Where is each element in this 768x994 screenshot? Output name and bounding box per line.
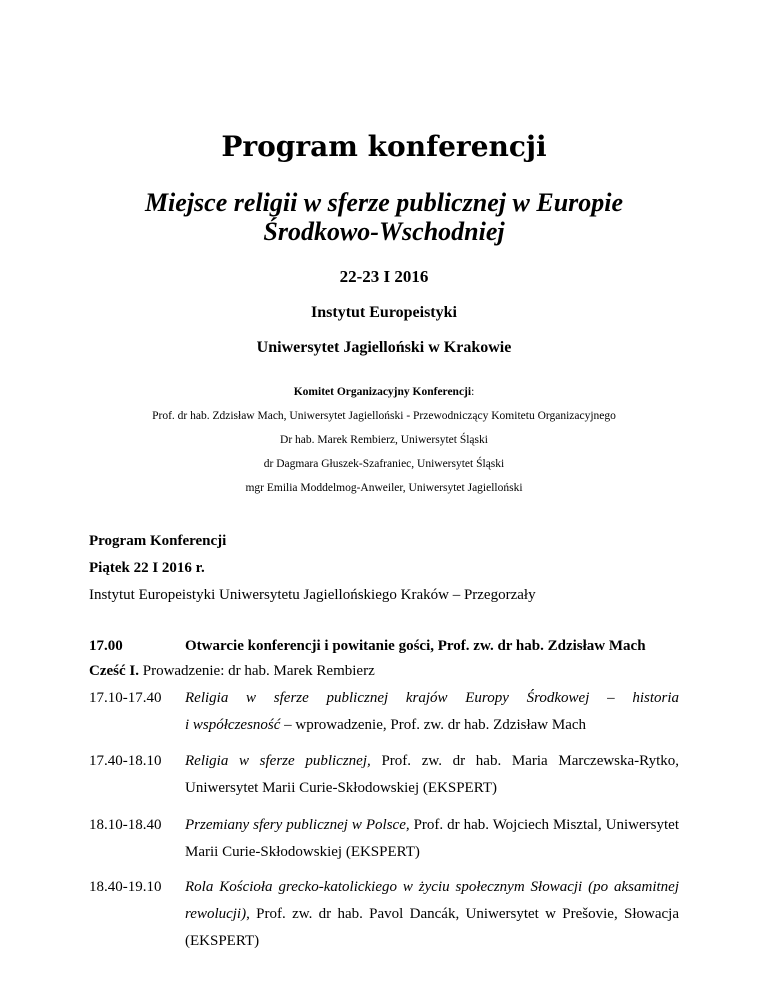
committee-member: Dr hab. Marek Rembierz, Uniwersytet Śląski	[280, 434, 488, 446]
session-time: 18.40-19.10	[89, 879, 162, 895]
session-speaker: , Prof. zw. dr hab. Pavol Dancák, Uniwersytet w Prešovie, Słowacja (EKSPERT)	[185, 906, 679, 949]
title-word: publicznej	[326, 690, 389, 706]
session-description	[185, 685, 679, 739]
title-word: sferze	[273, 690, 309, 706]
session-description	[185, 748, 679, 802]
session-description	[185, 874, 679, 955]
title-word: krajów	[405, 690, 448, 706]
session-speaker: Prof. zw. dr hab. Maria Marczewska-Rytko, Uniwersytet Marii Curie-Skłodowskiej (EKSPERT)	[185, 753, 679, 796]
program-day: Piątek 22 I 2016 r.	[89, 560, 205, 576]
conference-subtitle-line1: Miejsce religii w sferze publicznej w Europie	[144, 188, 624, 217]
committee-member: Prof. dr hab. Zdzisław Mach, Uniwersytet Jagielloński - Przewodniczący Komitetu Organizacyjnego	[152, 410, 616, 422]
committee-member: mgr Emilia Moddelmog-Anweiler, Uniwersytet Jagielloński	[245, 482, 523, 494]
committee-heading	[0, 386, 768, 398]
title-word: w	[246, 690, 257, 706]
title-word: –	[607, 690, 615, 706]
session-time: 17.10-17.40	[89, 690, 162, 706]
committee-label: Komitet Organizacyjny Konferencji	[293, 386, 472, 398]
university-name: Uniwersytet Jagielloński w Krakowie	[256, 339, 512, 356]
session-time: 17.40-18.10	[89, 753, 162, 769]
institute-name: Instytut Europeistyki	[311, 304, 457, 321]
session-title: Przemiany sfery publicznej w Polsce,	[185, 817, 410, 833]
session-title: Rola Kościoła grecko-katolickiego w życiu społecznym Słowacji (po aksamitnej rewolucji)	[185, 879, 679, 922]
session-title-line	[185, 685, 679, 712]
session-title: Religia w sferze publicznej,	[185, 753, 371, 769]
program-heading: Program Konferencji	[89, 533, 227, 549]
title-word: Środkowej	[526, 690, 590, 706]
session-second-line	[185, 712, 679, 739]
part-heading	[89, 663, 375, 680]
opening-time: 17.00	[89, 638, 123, 654]
session-time: 18.10-18.40	[89, 817, 162, 833]
part-label: Cześć I.	[89, 663, 139, 679]
committee-colon: :	[471, 386, 475, 398]
opening-text: Otwarcie konferencji i powitanie gości, Prof. zw. dr hab. Zdzisław Mach	[185, 638, 646, 654]
title-word: historia	[632, 690, 679, 706]
page-title: Program konferencji	[221, 130, 547, 163]
session-speaker: – wprowadzenie, Prof. zw. dr hab. Zdzisław Mach	[280, 717, 587, 733]
conference-subtitle-line2: Środkowo-Wschodniej	[263, 217, 505, 246]
session-description	[185, 812, 679, 866]
committee-member: dr Dagmara Głuszek-Szafraniec, Uniwersytet Śląski	[263, 458, 505, 470]
conference-dates: 22-23 I 2016	[339, 267, 429, 286]
session-speaker: Prof. dr hab. Wojciech Misztal, Uniwersytet Marii Curie-Skłodowskiej (EKSPERT)	[185, 817, 679, 860]
title-word: Europy	[465, 690, 509, 706]
part-moderator: Prowadzenie: dr hab. Marek Rembierz	[138, 663, 375, 679]
program-location: Instytut Europeistyki Uniwersytetu Jagiellońskiego Kraków – Przegorzały	[89, 587, 536, 603]
session-title: i współczesność	[185, 717, 281, 733]
title-word: Religia	[185, 690, 229, 706]
